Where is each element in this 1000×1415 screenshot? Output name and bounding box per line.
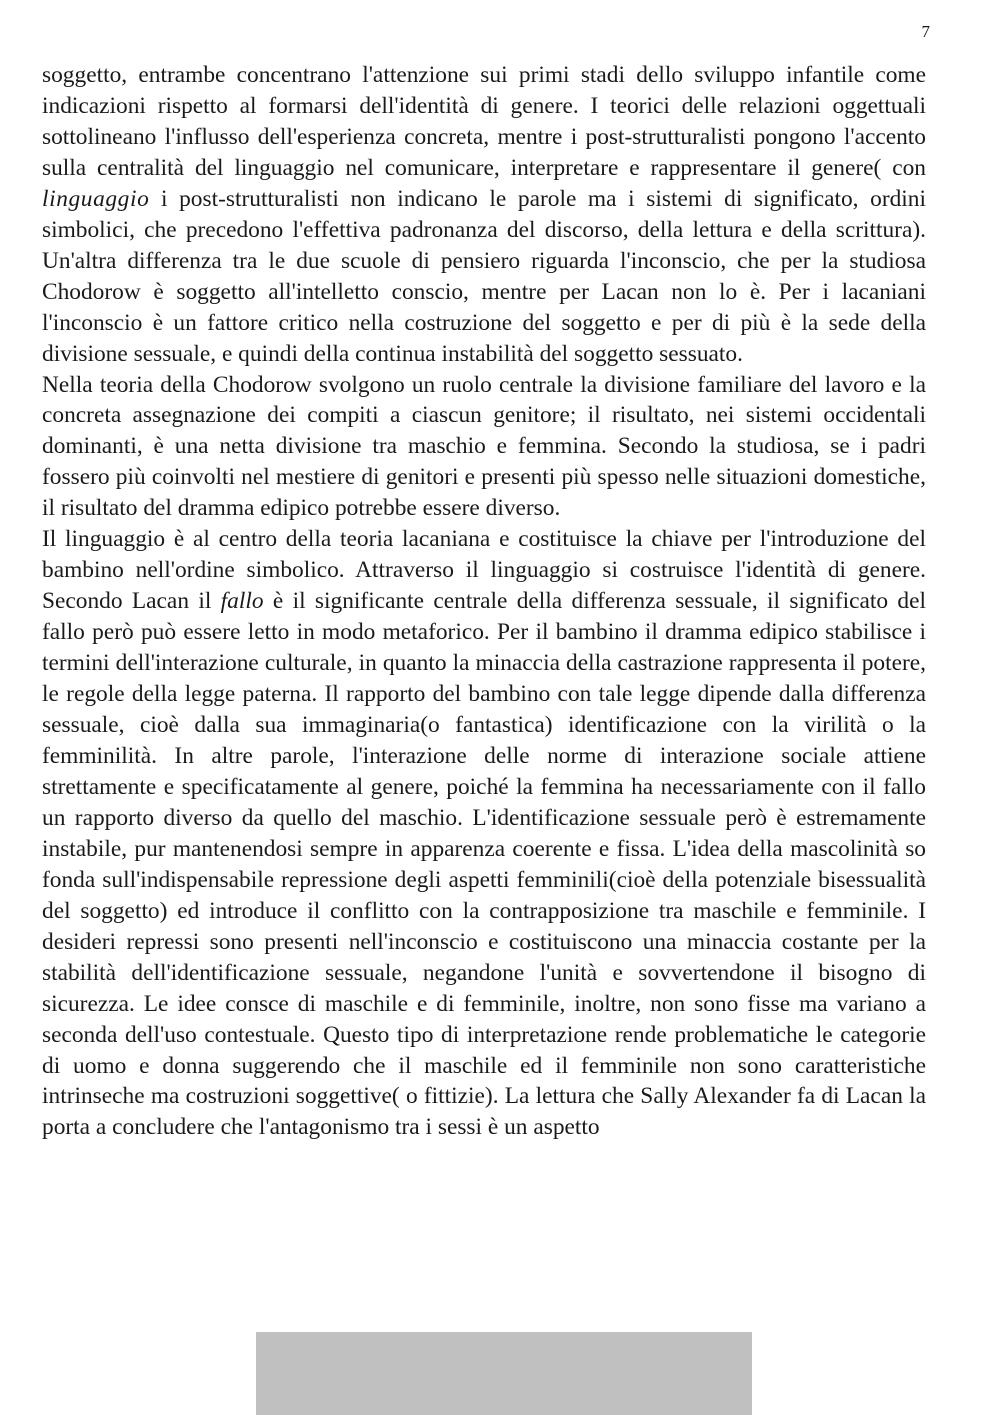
paragraph-3-text-a: Il linguaggio è al centro della teoria lacaniana e costituisce la chiave per l'introduzione del bambino nell'ordine simbolico. Attraverso il linguaggio si costruisce l'identità di genere. Secondo Lacan il xyxy=(42,526,926,615)
document-body xyxy=(42,60,926,1143)
gray-redaction-box xyxy=(256,1332,752,1415)
term-linguaggio: linguaggio xyxy=(42,185,150,212)
paragraph-2: Nella teoria della Chodorow svolgono un ruolo centrale la divisione familiare del lavoro e la concreta assegnazione dei compiti a ciascun genitore; il risultato, nei sistemi occidentali dominanti, è una netta divisione tra maschio e femmina. Secondo la studiosa, se i padri fossero più coinvolti nel mestiere di genitori e presenti più spesso nelle situazioni domestiche, il risultato del dramma edipico potrebbe essere diverso. xyxy=(42,371,926,522)
page-number: 7 xyxy=(921,22,930,41)
paragraph-3-text-b: è il significante centrale della differenza sessuale, il significato del fallo però può essere letto in modo metaforico. Per il bambino il dramma edipico stabilisce i termini dell'interazione culturale, in quanto la minaccia della castrazione rappresenta il potere, le regole della legge paterna. Il rapporto del bambino con tale legge dipende dalla differenza sessuale, cioè dalla sua immaginaria(o fantastica) identificazione con la virilità o la femminilità. In altre parole, l'interazione delle norme di interazione sociale attiene strettamente e specificatamente al genere, poiché la femmina ha necessariamente con il fallo un rapporto diverso da quello del maschio. L'identificazione sessuale però è estremamente instabile, pur mantenendosi sempre in apparenza coerente e fissa. L'idea della mascolinità so fonda sull'indispensabile repressione degli aspetti femminili(cioè della potenziale bisessualità del soggetto) ed introduce il conflitto con la contrapposizione tra maschile e femminile. I desideri repressi sono presenti nell'inconscio e costituiscono una minaccia costante per la stabilità dell'identificazione sessuale, negandone l'unità e sovvertendone il bisogno di sicurezza. Le idee consce di maschile e di femminile, inoltre, non sono fisse ma variano a seconda dell'uso contestuale. Questo tipo di interpretazione rende problematiche le categorie di uomo e donna suggerendo che il maschile ed il femminile non sono caratteristiche intrinseche ma costruzioni soggettive( o fittizie). La lettura che Sally Alexander fa di Lacan la porta a concludere che l'antagonismo tra i sessi è un aspetto xyxy=(42,588,926,1141)
paragraph-1-text-b: i post-strutturalisti non indicano le parole ma i sistemi di significato, ordini simbolici, che precedono l'effettiva padronanza del discorso, della lettura e della scrittura). Un'altra differenza tra le due scuole di pensiero riguarda l'inconscio, che per la studiosa Chodorow è soggetto all'intelletto conscio, mentre per Lacan non lo è. Per i lacaniani l'inconscio è un fattore critico nella costruzione del soggetto e per di più è la sede della divisione sessuale, e quindi della continua instabilità del soggetto sessuato. xyxy=(42,185,926,367)
paragraph-3 xyxy=(42,524,926,1143)
paragraph-1-text-a: soggetto, entrambe concentrano l'attenzione sui primi stadi dello sviluppo infantile come indicazioni rispetto al formarsi dell'identità di genere. I teorici delle relazioni oggettuali sottolineano l'influsso dell'esperienza concreta, mentre i post-strutturalisti pongono l'accento sulla centralità del linguaggio nel comunicare, interpretare e rappresentare il genere( con xyxy=(42,62,926,181)
paragraph-1 xyxy=(42,60,926,370)
term-fallo: fallo xyxy=(220,588,264,615)
